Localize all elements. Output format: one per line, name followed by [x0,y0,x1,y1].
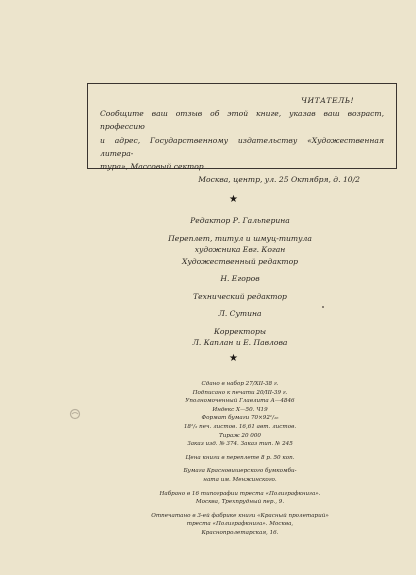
notice-line: тура», Массовый сектор [100,162,204,172]
imprint-line: Набрано в 16 типографии треста «Полиграфкнига». [159,490,321,497]
imprint-line: Заказ изд. № 374. Заказ тип. № 245 [187,441,293,448]
imprint-line: Цена книги в переплете 8 р. 50 коп. [185,454,295,461]
imprint-line: Формат бумаги 70×92¹/₁₆ [201,415,279,422]
imprint-line: Подписано к печати 20/III-39 г. [192,389,288,396]
imprint-line: Сдано в набор 27/XII-38 г. [201,381,279,387]
star-ornament-bottom: ★ [229,353,238,364]
notice-heading: ЧИТАТЕЛЬ! [301,96,354,105]
imprint-line: 18¹/₂ печ. листов. 16,61 авт. листов. [183,423,297,430]
star-ornament-top: ★ [229,194,238,205]
credit-proofreaders-title: Корректоры [213,326,267,336]
imprint-line: Бумага Красновишерского бумкомби- [183,468,297,475]
paper-speck [322,306,324,308]
imprint-line: ната им. Менжинского. [203,476,277,483]
credit-binding: Переплет, титул и шмуц-титула [168,233,312,243]
imprint-line: Краснопролетарская, 16. [201,529,279,536]
imprint-block [140,380,340,538]
credit-art-editor-title: Художественный редактор [181,256,299,266]
notice-body [100,107,384,173]
faded-stamp-mark [69,408,81,420]
credits-block [150,215,330,349]
reader-notice-box [87,83,397,185]
imprint-line: Отпечатано в 3-ей фабрике книги «Красный пролетарий» [151,512,329,519]
credit-tech-editor-title: Технический редактор [193,291,287,301]
notice-line: Сообщите ваш отзыв об этой книге, указав ваш возраст, профессию [100,109,384,132]
credit-binding-artist: художника Евг. Коган [194,245,286,254]
imprint-line: Индекс Х—50. Ч19 [212,406,268,413]
notice-address: Москва, центр, ул. 25 Октября, д. 10/2 [198,175,360,185]
imprint-line: Уполномоченный Главлита А—4846 [185,398,295,405]
notice-line: и адрес, Государственному издательству «Художественная литера- [100,135,384,158]
imprint-line: Москва, Трехпрудный пер., 9. [195,499,285,506]
imprint-line: Тираж 20 000 [219,432,261,439]
credit-proofreaders-names: Л. Каплан и Е. Павлова [192,338,288,347]
credit-art-editor-name: Н. Егоров [220,274,260,283]
credit-editor: Редактор Р. Гальперина [190,216,290,225]
imprint-line: треста «Полиграфкнига». Москва, [186,521,294,528]
credit-tech-editor-name: Л. Сутина [218,309,262,318]
